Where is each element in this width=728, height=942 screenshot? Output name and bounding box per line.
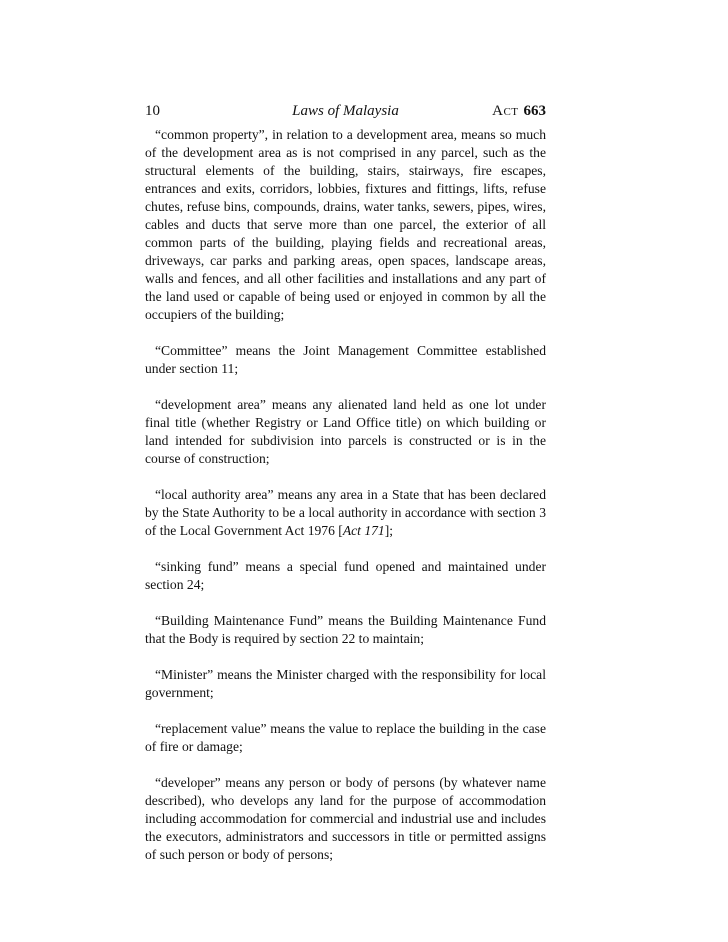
- definition-text: “sinking fund” means a special fund opened and maintained under section 24;: [145, 559, 546, 592]
- document-page: [145, 100, 546, 882]
- definition-paragraph: [145, 126, 546, 324]
- definition-paragraph: [145, 396, 546, 468]
- definition-text: “common property”, in relation to a development area, means so much of the development area as is not comprised in any parcel, such as the structural elements of the building, stairs, stairways, fire escapes, entrances and exits, corridors, lobbies, fixtures and fittings, lifts, refuse chutes, refuse bins, compounds, drains, water tanks, sewers, pipes, wires, cables and ducts that serve more than one parcel, the exterior of all common parts of the building, playing fields and recreational areas, driveways, car parks and parking areas, open spaces, landscape areas, walls and fences, and all other facilities and installations and any part of the land used or capable of being used or enjoyed in common by all the occupiers of the building;: [145, 127, 546, 322]
- running-header: [145, 100, 546, 122]
- definition-text: “Building Maintenance Fund” means the Building Maintenance Fund that the Body is required by section 22 to maintain;: [145, 613, 546, 646]
- definition-text: “local authority area” means any area in a State that has been declared by the State Authority to be a local authority in accordance with section 3 of the Local Government Act 1976 [: [145, 487, 546, 538]
- definition-paragraph: [145, 720, 546, 756]
- definitions-list: [145, 126, 546, 864]
- page-number: 10: [145, 103, 160, 119]
- definition-text: “replacement value” means the value to replace the building in the case of fire or damage;: [145, 721, 546, 754]
- definition-paragraph: [145, 612, 546, 648]
- definition-paragraph: [145, 558, 546, 594]
- act-label: Act: [492, 103, 519, 119]
- definition-text: “Committee” means the Joint Management Committee established under section 11;: [145, 343, 546, 376]
- definition-text-end: ];: [384, 523, 394, 538]
- definition-paragraph: [145, 774, 546, 864]
- definition-paragraph: [145, 342, 546, 378]
- definition-text: “developer” means any person or body of persons (by whatever name described), who develops any land for the purpose of accommodation including accommodation for commercial and industrial use and includes the executors, administrators and successors in title or permitted assigns of such person or body of persons;: [145, 775, 546, 862]
- definition-paragraph: [145, 666, 546, 702]
- act-number: 663: [523, 103, 546, 119]
- publication-title: Laws of Malaysia: [292, 103, 399, 119]
- definition-text: “Minister” means the Minister charged with the responsibility for local government;: [145, 667, 546, 700]
- definition-text: “development area” means any alienated land held as one lot under final title (whether Registry or Land Office title) on which building or land intended for subdivision into parcels is constructed or is in the course of construction;: [145, 397, 546, 466]
- act-citation: Act 171: [342, 523, 385, 538]
- definition-paragraph: [145, 486, 546, 540]
- act-reference: [492, 100, 546, 122]
